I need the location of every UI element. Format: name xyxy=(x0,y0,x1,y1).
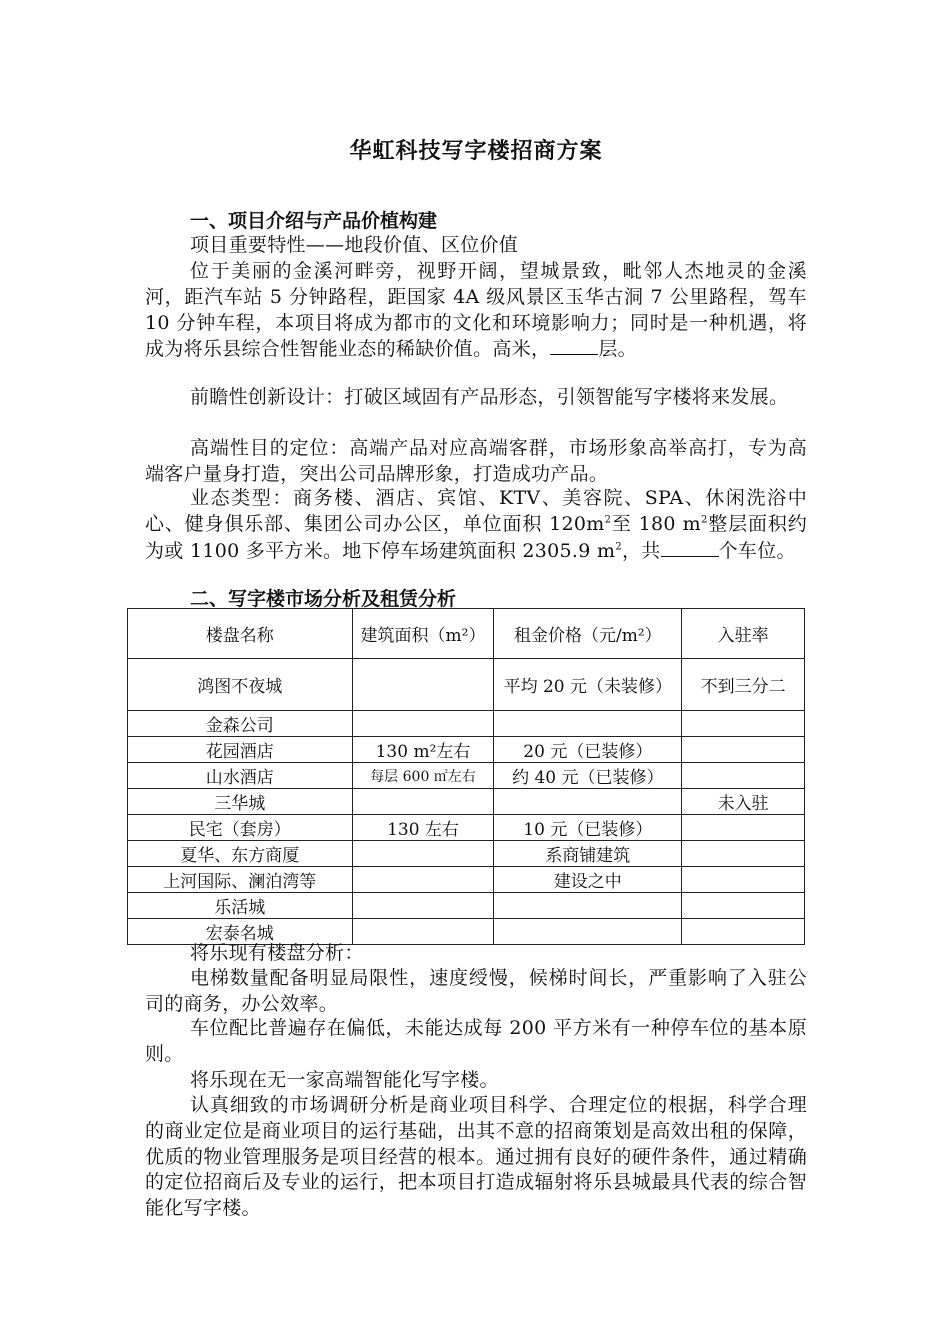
blank-underline xyxy=(661,538,719,557)
table-cell: 民宅（套房） xyxy=(128,815,353,841)
market-table xyxy=(127,608,805,945)
superscript: 2 xyxy=(604,514,612,526)
section-heading-2: 二、写字楼市场分析及租赁分析 xyxy=(190,588,457,610)
table-cell: 10 元（已装修） xyxy=(494,815,682,841)
business-types-text-1: 业态类型：商务楼、酒店、宾馆、KTV、美容院、SPA、休闲洗浴中心、健身俱乐部、集团公司办公区，单位面积 120m xyxy=(145,487,807,535)
table-cell xyxy=(352,789,494,815)
paragraph-business-types xyxy=(145,486,807,564)
paragraph-no-highend: 将乐现在无一家高端智能化写字楼。 xyxy=(190,1069,499,1091)
paragraph-conclusion: 认真细致的市场调研分析是商业项目科学、合理定位的根据，科学合理的商业定位是商业项目的运行基础，出其不意的招商策划是高效出租的保障，优质的物业管理服务是项目经营的根本。通过拥有良好的硬件条件，通过精确的定位招商后及专业的运行，把本项目打造成辐射将乐县城最具代表的综合智能化写字楼。 xyxy=(145,1094,807,1220)
table-cell: 20 元（已装修） xyxy=(494,737,682,763)
table-cell xyxy=(494,789,682,815)
table-cell: 花园酒店 xyxy=(128,737,353,763)
table-cell xyxy=(682,841,805,867)
table-cell: 约 40 元（已装修） xyxy=(494,763,682,789)
table-cell xyxy=(682,763,805,789)
table-cell: 130 左右 xyxy=(352,815,494,841)
table-cell xyxy=(352,841,494,867)
table-header: 租金价格（元/m²） xyxy=(494,609,682,659)
table-cell: 每层 600 ㎡左右 xyxy=(352,763,494,789)
table-cell xyxy=(352,893,494,919)
table-cell: 不到三分二 xyxy=(682,659,805,711)
paragraph-analysis-intro: 将乐现有楼盘分析： xyxy=(190,942,364,964)
table-cell xyxy=(682,893,805,919)
paragraph-subheading: 项目重要特性——地段价值、区位价值 xyxy=(190,234,519,256)
table-cell xyxy=(682,867,805,893)
business-types-text-4: ，共 xyxy=(621,539,661,562)
table-row xyxy=(128,737,805,763)
table-header: 入驻率 xyxy=(682,609,805,659)
table-header: 楼盘名称 xyxy=(128,609,353,659)
table-row xyxy=(128,841,805,867)
table-cell: 宏泰名城 xyxy=(128,919,353,945)
table-row xyxy=(128,711,805,737)
table-cell: 建设之中 xyxy=(494,867,682,893)
table-cell xyxy=(682,737,805,763)
table-row xyxy=(128,659,805,711)
table-cell xyxy=(682,815,805,841)
table-header-row xyxy=(128,609,805,659)
table-cell xyxy=(352,659,494,711)
paragraph-location xyxy=(145,259,807,363)
table-cell: 平均 20 元（未装修） xyxy=(494,659,682,711)
paragraph-design: 前瞻性创新设计：打破区域固有产品形态，引领智能写字楼将来发展。 xyxy=(190,386,789,408)
table-cell: 系商铺建筑 xyxy=(494,841,682,867)
table-row xyxy=(128,815,805,841)
paragraph-parking: 车位配比普遍存在偏低，未能达成每 200 平方米有一种停车位的基本原则。 xyxy=(145,1017,807,1065)
section-heading-1: 一、项目介绍与产品价植构建 xyxy=(190,210,438,232)
superscript: 2 xyxy=(701,514,708,526)
table-cell: 夏华、东方商厦 xyxy=(128,841,353,867)
business-types-text-5: 个车位。 xyxy=(718,539,796,562)
table-cell xyxy=(352,867,494,893)
blank-underline xyxy=(550,336,598,355)
superscript: 2 xyxy=(615,541,622,553)
table-cell: 上河国际、澜泊湾等 xyxy=(128,867,353,893)
table-cell: 三华城 xyxy=(128,789,353,815)
table-row xyxy=(128,893,805,919)
table-cell xyxy=(352,711,494,737)
table-cell xyxy=(494,711,682,737)
table-cell: 鸿图不夜城 xyxy=(128,659,353,711)
table-header: 建筑面积（m²） xyxy=(352,609,494,659)
table-row xyxy=(128,763,805,789)
paragraph-location-text: 位于美丽的金溪河畔旁，视野开阔，望城景致，毗邻人杰地灵的金溪河，距汽车站 5 分钟路程，距国家 4A 级风景区玉华古洞 7 公里路程，驾车 10 分钟车程，本项目将成为都市的文化和环境影响力；同时是一种机遇，将成为将乐县综合性智能业态的稀缺价值。高米， xyxy=(145,260,807,361)
document-title: 华虹科技写字楼招商方案 xyxy=(349,139,603,164)
table-cell: 山水酒店 xyxy=(128,763,353,789)
table-cell: 130 m²左右 xyxy=(352,737,494,763)
paragraph-positioning: 高端性目的定位：高端产品对应高端客群，市场形象高举高打，专为高端客户量身打造，突出公司品牌形象，打造成功产品。 xyxy=(145,437,807,485)
table-cell: 金森公司 xyxy=(128,711,353,737)
business-types-text-2: 至 180 m xyxy=(611,512,702,535)
paragraph-elevator: 电梯数量配备明显局限性，速度绶慢，候梯时间长，严重影响了入驻公司的商务，办公效率。 xyxy=(145,967,807,1015)
business-types-text-3: 整层面积约为或 1100 多平方米。地下停车场建筑面积 2305.9 m xyxy=(145,512,807,562)
table-cell: 未入驻 xyxy=(682,789,805,815)
table-cell xyxy=(682,711,805,737)
paragraph-location-tail: 层。 xyxy=(598,338,637,361)
table-row xyxy=(128,867,805,893)
table-cell: 乐活城 xyxy=(128,893,353,919)
table-cell xyxy=(494,893,682,919)
table-row xyxy=(128,789,805,815)
